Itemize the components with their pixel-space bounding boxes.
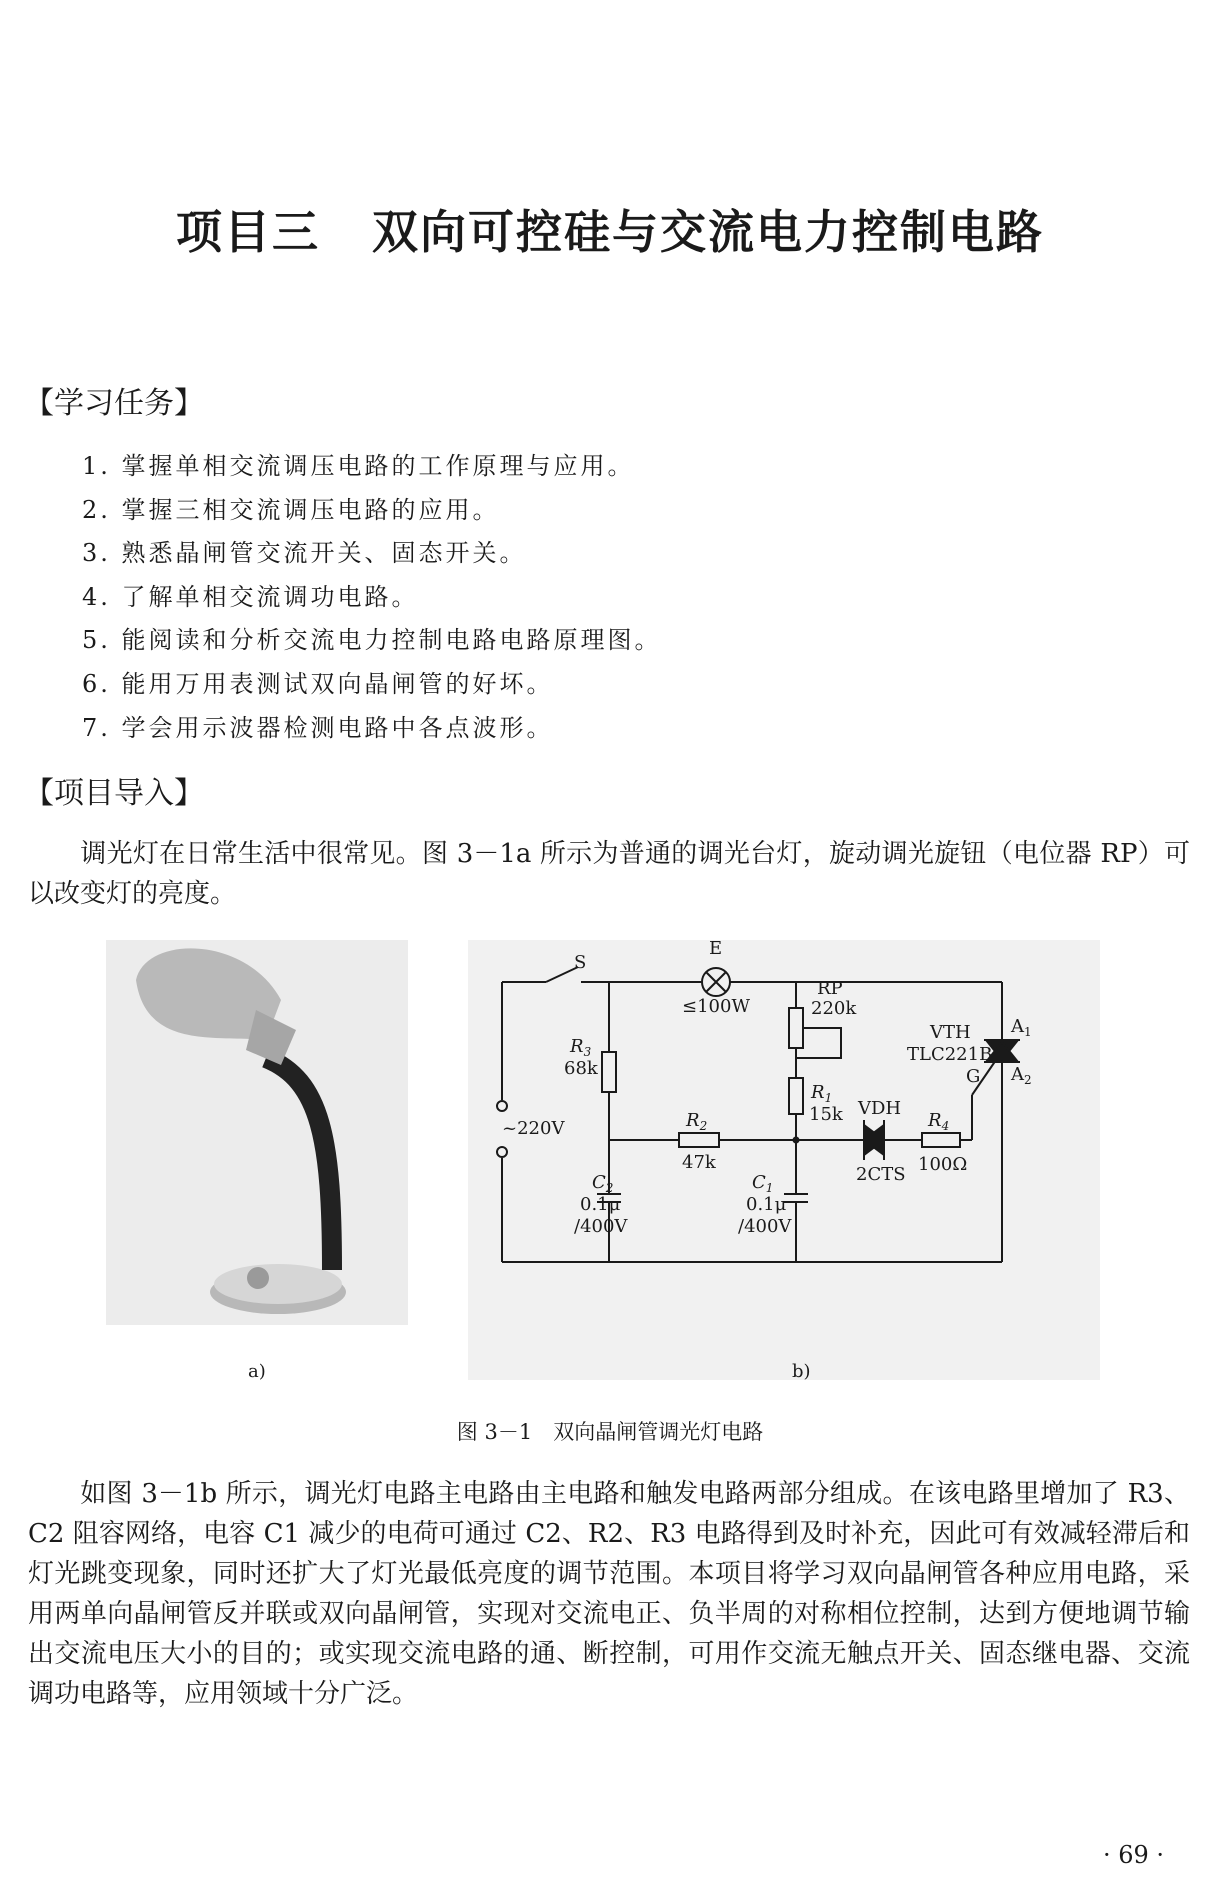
lamp-label: E xyxy=(709,940,723,959)
r3-value: 68k xyxy=(564,1058,598,1079)
subfigure-a-label: a) xyxy=(248,1361,266,1380)
c1-value: 0.1μ xyxy=(746,1194,787,1215)
list-item: 6. 能用万用表测试双向晶闸管的好坏。 xyxy=(82,669,554,698)
c2-letter: C xyxy=(592,1172,606,1193)
vdh-label: VDH xyxy=(858,1098,902,1119)
a1-sub: 1 xyxy=(1024,1025,1032,1039)
source-label: ~220V xyxy=(502,1118,565,1139)
c2-voltage: /400V xyxy=(574,1216,628,1237)
a2-letter: A xyxy=(1011,1064,1024,1085)
page-number: · 69 · xyxy=(1102,1841,1164,1869)
intro-text: 调光灯在日常生活中很常见。图 3－1a 所示为普通的调光台灯，旋动调光旋钮（电位器 RP）可以改变灯的亮度。 xyxy=(28,839,1190,909)
chapter-title xyxy=(0,196,1220,262)
body-text: 如图 3－1b 所示，调光灯电路主电路由主电路和触发电路两部分组成。在该电路里增加了 R3、C2 阻容网络，电容 C1 减少的电荷可通过 C2、R2、R3 电路得到及时补充，因此可有效减轻滞后和灯光跳变现象，同时还扩大了灯光最低亮度的调节范围。本项目将学习双向晶闸管各种应用电路，采用两单向晶闸管反并联或双向晶闸管，实现对交流电正、负半周的对称相位控制，达到方便地调节输出交流电压大小的目的；或实现交流电路的通、断控制，可用作交流无触点开关、固态继电器、交流调功电路等，应用领域十分广泛。 xyxy=(28,1479,1190,1709)
c1-voltage: /400V xyxy=(738,1216,792,1237)
body-paragraph xyxy=(28,1474,1190,1714)
lamp-rating: ≤100W xyxy=(682,996,750,1017)
r1-letter: R xyxy=(811,1082,825,1103)
switch-label: S xyxy=(574,952,587,973)
title-text: 双向可控硅与交流电力控制电路 xyxy=(372,205,1044,259)
vth-model: TLC221B xyxy=(907,1044,993,1065)
figure-caption: 图 3－1 双向晶闸管调光灯电路 xyxy=(456,1420,764,1444)
tasks-heading: 【学习任务】 xyxy=(24,386,204,421)
task-list xyxy=(82,445,662,750)
figure-3-1 xyxy=(106,940,1100,1380)
r2-value: 47k xyxy=(682,1152,716,1173)
r2-letter: R xyxy=(686,1110,700,1131)
r3-sub: 3 xyxy=(583,1045,592,1059)
list-item: 2. 掌握三相交流调压电路的应用。 xyxy=(82,495,500,524)
list-item: 4. 了解单相交流调功电路。 xyxy=(82,582,419,611)
rp-value: 220k xyxy=(811,998,857,1019)
circuit-panel xyxy=(468,940,1100,1380)
lamp-photo xyxy=(106,940,408,1325)
list-item: 7. 学会用示波器检测电路中各点波形。 xyxy=(82,713,554,742)
r4-letter: R xyxy=(928,1110,942,1131)
r1-sub: 1 xyxy=(824,1091,833,1105)
c1-letter: C xyxy=(752,1172,766,1193)
vdh-model: 2CTS xyxy=(856,1164,906,1185)
r2-sub: 2 xyxy=(699,1119,708,1133)
r1-value: 15k xyxy=(809,1104,843,1125)
a1-letter: A xyxy=(1011,1016,1024,1037)
a2-sub: 2 xyxy=(1024,1073,1032,1087)
gate-label: G xyxy=(966,1066,981,1087)
list-item: 5. 能阅读和分析交流电力控制电路电路原理图。 xyxy=(82,626,662,655)
title-part-number: 项目三 xyxy=(176,205,320,259)
intro-paragraph xyxy=(28,834,1190,914)
junction-dot xyxy=(793,1137,800,1144)
list-item: 1. 掌握单相交流调压电路的工作原理与应用。 xyxy=(82,452,635,480)
list-item: 3. 熟悉晶闸管交流开关、固态开关。 xyxy=(82,539,527,568)
r4-sub: 4 xyxy=(941,1119,950,1133)
figure-svg xyxy=(106,940,1100,1380)
intro-heading: 【项目导入】 xyxy=(24,776,204,811)
rp-label: RP xyxy=(817,978,843,999)
r3-letter: R xyxy=(570,1036,584,1057)
subfigure-b-label: b) xyxy=(792,1361,811,1380)
r4-value: 100Ω xyxy=(918,1154,968,1175)
c2-value: 0.1μ xyxy=(580,1194,621,1215)
c1-sub: 1 xyxy=(765,1181,774,1195)
vth-label: VTH xyxy=(930,1022,971,1043)
c2-sub: 2 xyxy=(605,1181,614,1195)
